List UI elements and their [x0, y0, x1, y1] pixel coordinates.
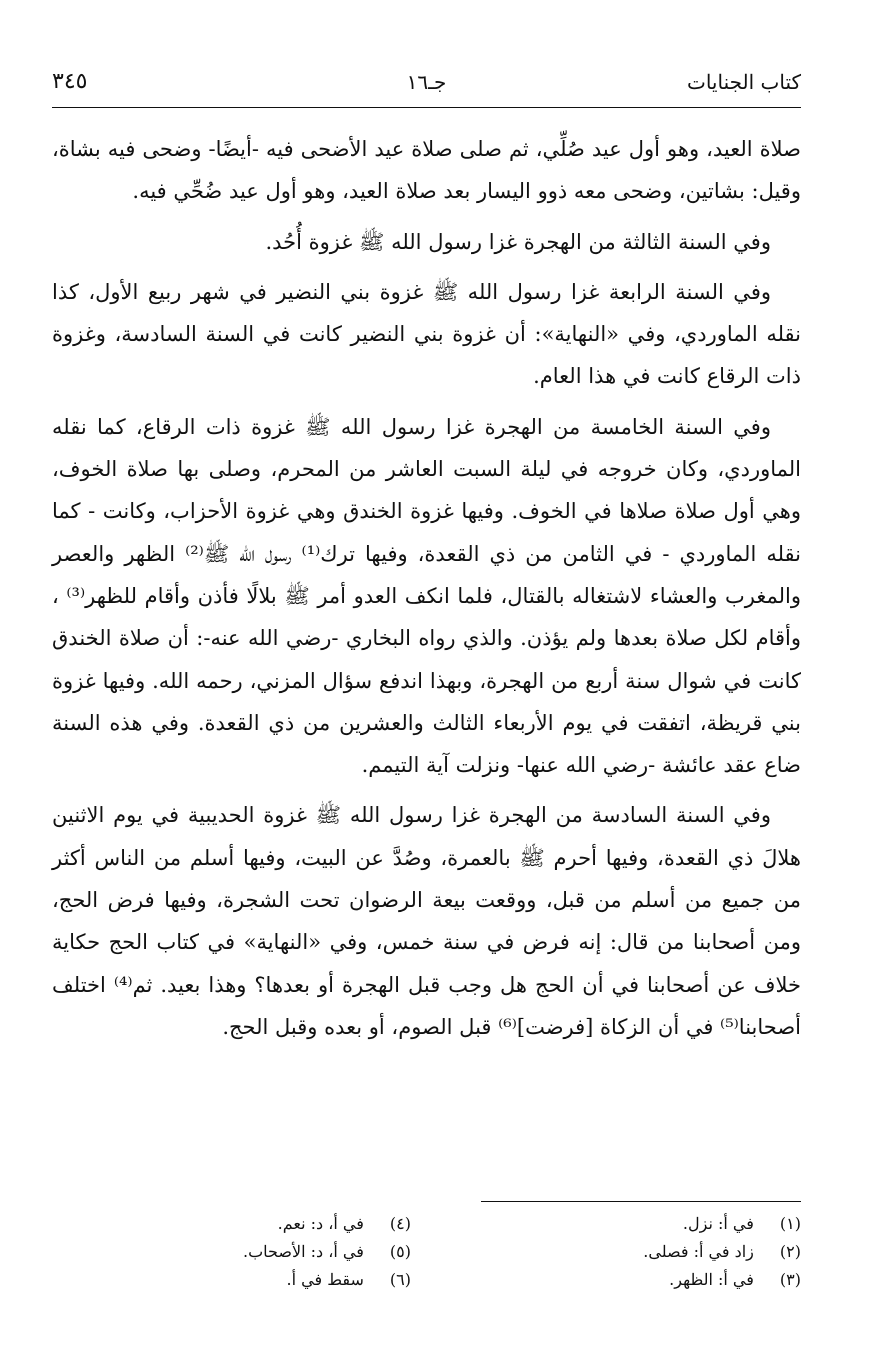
footnote-column — [464, 1210, 801, 1294]
footnote-item — [74, 1210, 411, 1238]
footnote-item — [74, 1238, 411, 1266]
footnote-number: (٣) — [779, 1270, 801, 1289]
footnote-number: (٢) — [779, 1242, 801, 1261]
page-header — [52, 62, 801, 102]
paragraph: وفي السنة الثالثة من الهجرة غزا رسول الله ﷺ غزوة أُحُد. — [265, 229, 771, 254]
footnote-divider — [481, 1201, 801, 1202]
footnote-number: (٤) — [389, 1214, 411, 1233]
header-divider — [52, 107, 801, 108]
paragraph: صلاة العيد، وهو أول عيد صُلِّي، ثم صلى صلاة عيد الأضحى فيه -أيضًا- وضحى فيه بشاة، وقيل: بشاتين، وضحى معه ذوو اليسار بعد صلاة العيد، وهو أول عيد ضُحِّي فيه. — [52, 137, 801, 204]
book-section-title: كتاب الجنايات — [686, 70, 801, 94]
footnote-column — [74, 1210, 411, 1294]
main-text — [52, 128, 801, 1056]
footnote-item — [74, 1266, 411, 1294]
paragraph: وفي السنة الخامسة من الهجرة غزا رسول الله ﷺ غزوة ذات الرقاع، كما نقله الماوردي، وكان خروجه في ليلة السبت العاشر من المحرم، وصلى بها صلاة الخوف، وهي أول صلاة صلاها في الخوف. وفيها غزوة الخندق وهي غزوة الأحزاب، وكانت - كما نقله الماوردي - في الثامن من ذي القعدة، وفيها ترك⁽¹⁾ رسول الله ﷺ⁽²⁾ الظهر والعصر والمغرب والعشاء لاشتغاله بالقتال، فلما انكف العدو أمر ﷺ بلالًا فأذن وأقام للظهر⁽³⁾ ، وأقام لكل صلاة بعدها ولم يؤذن. والذي رواه البخاري -رضي الله عنه-: أن صلاة الخندق كانت في شوال سنة أربع من الهجرة، وبهذا اندفع سؤال المزني، رحمه الله. وفيها غزوة بني قريظة، اتفقت في يوم الأربعاء الثالث والعشرين من ذي القعدة. وفي هذه السنة ضاع عقد عائشة -رضي الله عنها- ونزلت آية التيمم. — [52, 414, 801, 778]
footnote-number: (١) — [779, 1214, 801, 1233]
page-number: ٣٤٥ — [52, 69, 88, 94]
paragraph: وفي السنة السادسة من الهجرة غزا رسول الله ﷺ غزوة الحديبية في يوم الاثنين هلالَ ذي القعدة، وفيها أحرم ﷺ بالعمرة، وصُدَّ عن البيت، وفيها أسلم من الناس أكثر من جميع من أسلم من قبل، ووقعت بيعة الرضوان تحت الشجرة، وفيها فرض الحج، ومن أصحابنا من قال: إنه فرض في سنة خمس، وفي «النهاية» في كتاب الحج حكاية خلاف عن أصحابنا في أن الحج هل وجب قبل الهجرة أو بعدها؟ وهذا بعيد. ثم⁽⁴⁾ اختلف أصحابنا⁽⁵⁾ في أن الزكاة [فرضت]⁽⁶⁾ قبل الصوم، أو بعده وقبل الحج. — [52, 803, 801, 1039]
footnote-item — [464, 1210, 801, 1238]
footnote-text: في أ: نزل. — [682, 1214, 754, 1233]
footnote-number: (٦) — [389, 1270, 411, 1289]
footnote-text: زاد في أ: فصلى. — [643, 1242, 754, 1261]
footnote-number: (٥) — [389, 1242, 411, 1261]
footnote-text: في أ، د: الأصحاب. — [243, 1242, 364, 1261]
volume-number: جـ١٦ — [406, 70, 447, 94]
footnote-text: سقط في أ. — [286, 1270, 364, 1289]
footnote-item — [464, 1266, 801, 1294]
footnote-item — [464, 1238, 801, 1266]
footnote-text: في أ: الظهر. — [669, 1270, 754, 1289]
paragraph: وفي السنة الرابعة غزا رسول الله ﷺ غزوة بني النضير في شهر ربيع الأول، كذا نقله الماوردي، وفي «النهاية»: أن غزوة بني النضير كانت في السنة السادسة، وغزوة ذات الرقاع كانت في هذا العام. — [52, 279, 801, 389]
footnote-text: في أ، د: نعم. — [277, 1214, 364, 1233]
